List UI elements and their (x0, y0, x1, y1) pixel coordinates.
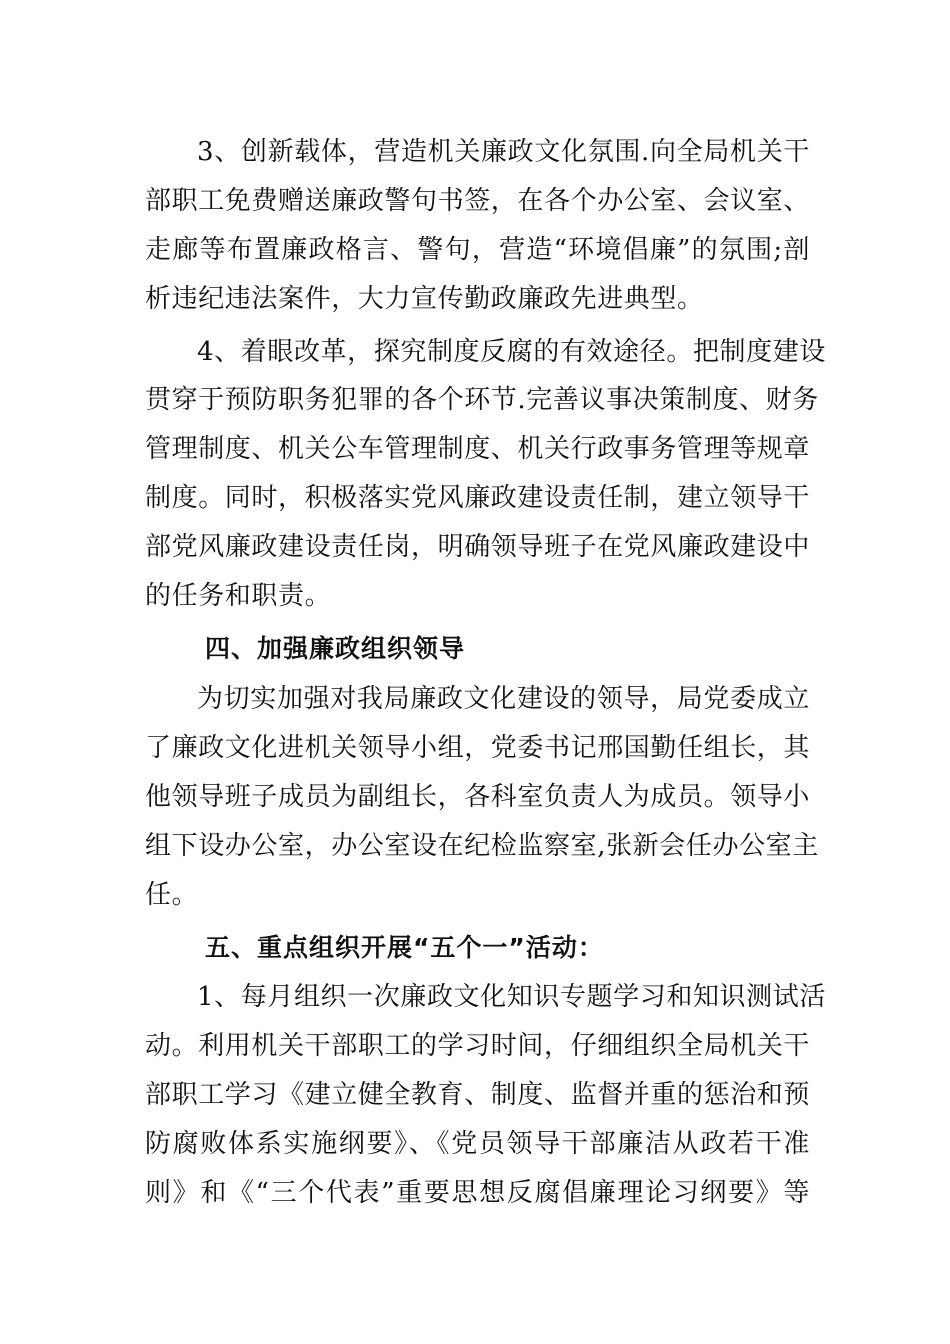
activity-paragraph-line-3: 部职工学习《建立健全教育、制度、监督并重的惩治和预 (145, 1080, 811, 1110)
paragraph-4-line-4: 制度。同时，积极落实党风廉政建设责任制，建立领导干 (145, 483, 811, 513)
section-heading-5: 五、重点组织开展“五个一”活动： (205, 933, 604, 962)
paragraph-4-line-6: 的任务和职责。 (145, 581, 332, 611)
paragraph-3-line-4: 析违纪违法案件，大力宣传勤政廉政先进典型。 (145, 284, 704, 314)
organization-paragraph-line-3: 他领导班子成员为副组长，各科室负责人为成员。领导小 (145, 782, 811, 812)
paragraph-3-line-1: 3、创新载体，营造机关廉政文化氛围.向全局机关干 (197, 137, 810, 167)
paragraph-4-line-2: 贯穿于预防职务犯罪的各个环节.完善议事决策制度、财务 (145, 385, 819, 415)
activity-paragraph-line-4: 防腐败体系实施纲要》、《党员领导干部廉洁从政若干准 (145, 1129, 810, 1159)
organization-paragraph-line-1: 为切实加强对我局廉政文化建设的领导，局党委成立 (197, 684, 810, 714)
organization-paragraph-line-5: 任。 (145, 880, 199, 910)
organization-paragraph-line-4: 组下设办公室，办公室设在纪检监察室,张新会任办公室主 (145, 831, 819, 861)
organization-paragraph-line-2: 了廉政文化进机关领导小组，党委书记邢国勤任组长，其 (145, 733, 811, 763)
paragraph-3-line-3: 走廊等布置廉政格言、警句，营造“环境倡廉”的氛围;剖 (145, 235, 810, 265)
activity-paragraph-line-2: 动。利用机关干部职工的学习时间，仔细组织全局机关干 (145, 1031, 811, 1061)
section-heading-4: 四、加强廉政组织领导 (205, 634, 466, 663)
activity-paragraph-line-5: 则》和《“三个代表”重要思想反腐倡廉理论习纲要》等 (145, 1178, 810, 1208)
paragraph-3-line-2: 部职工免费赠送廉政警句书签，在各个办公室、会议室、 (145, 186, 811, 216)
activity-paragraph-line-1: 1、每月组织一次廉政文化知识专题学习和知识测试活 (197, 982, 826, 1012)
paragraph-4-line-3: 管理制度、机关公车管理制度、机关行政事务管理等规章 (145, 434, 811, 464)
paragraph-4-line-5: 部党风廉政建设责任岗，明确领导班子在党风廉政建设中 (145, 532, 811, 562)
paragraph-4-line-1: 4、着眼改革，探究制度反腐的有效途径。把制度建设 (197, 337, 826, 367)
